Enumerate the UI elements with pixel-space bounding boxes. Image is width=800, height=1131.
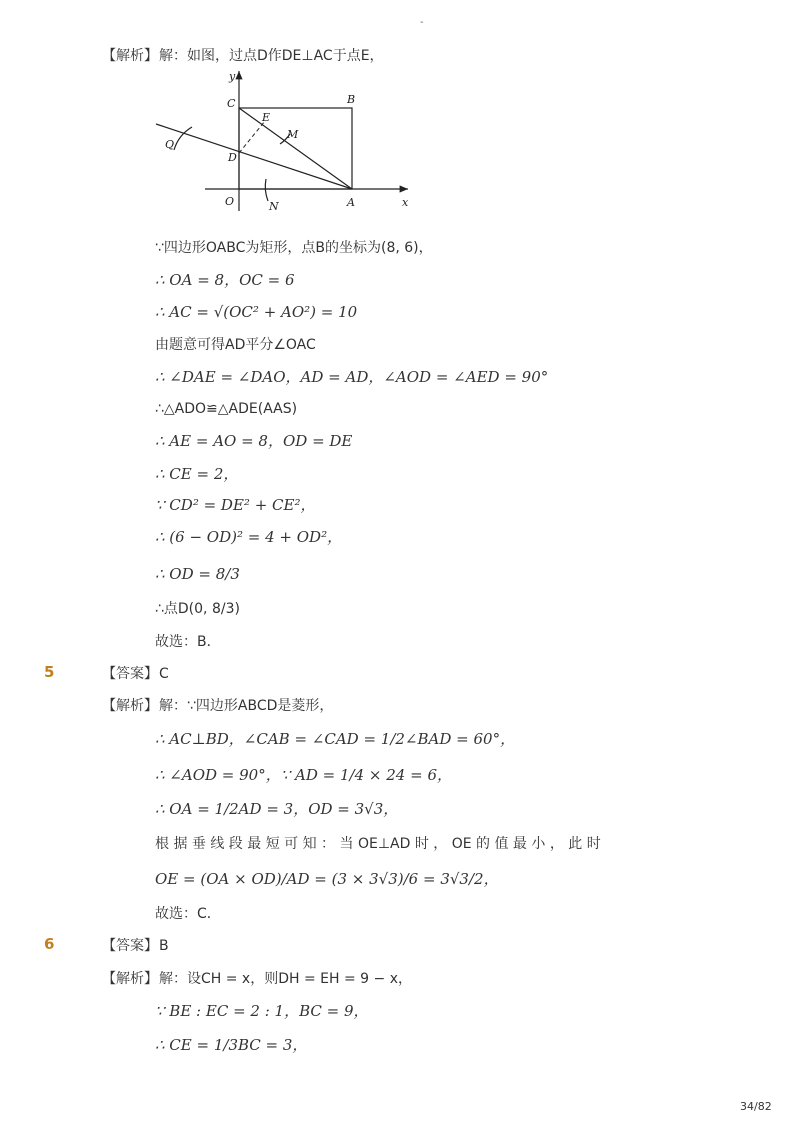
q4-line: ∴点D(0, 8/3) [155, 601, 240, 617]
label-m: M [287, 128, 299, 141]
page-number: 34/82 [740, 1100, 772, 1113]
q5-line: 解：∵四边形ABCD是菱形， [159, 698, 334, 714]
label-c: C [227, 97, 236, 110]
q5-analysis-tag: 【解析】 [102, 698, 158, 714]
label-o: O [225, 195, 235, 208]
label-x: x [402, 196, 409, 209]
label-q: Q [165, 138, 175, 151]
q5-answer-tag: 【答案】 [102, 666, 158, 682]
rectangle-geometry-figure [150, 65, 415, 215]
q4-line: ∴ (6 − OD)² = 4 + OD²， [155, 528, 343, 546]
q5-line: OE = (OA × OD)/AD = (3 × 3√3)/6 = 3√3/2， [155, 870, 499, 888]
q5-answer: C [159, 666, 169, 682]
q4-line: ∴ ∠DAE = ∠DAO，AD = AD，∠AOD = ∠AED = 90° [155, 368, 549, 386]
segment-de [239, 121, 265, 153]
diagonal-ac [239, 108, 352, 189]
q4-line: ∴ OD = 8/3 [155, 565, 240, 583]
q4-line: ∴△ADO≌△ADE(AAS) [155, 401, 298, 417]
q6-line: 解：设CH = x，则DH = EH = 9 − x， [159, 971, 412, 987]
label-y: y [229, 70, 236, 83]
label-n: N [269, 200, 279, 213]
q5-line: ∴ ∠AOD = 90°，∵ AD = 1/4 × 24 = 6， [155, 766, 452, 784]
q6-answer-tag: 【答案】 [102, 938, 158, 954]
q6-answer: B [159, 938, 169, 954]
q5-line: 根 据 垂 线 段 最 短 可 知 ： 当 OE⊥AD 时 ， OE 的 值 最 小 ， 此 时 [155, 836, 601, 852]
label-e: E [262, 111, 271, 124]
label-d: D [228, 151, 237, 164]
q4-analysis-tag: 【解析】 [102, 48, 158, 64]
label-a: A [347, 196, 355, 209]
q6-number: 6 [44, 935, 55, 953]
q6-line: ∵ BE : EC = 2 : 1，BC = 9， [155, 1002, 369, 1020]
label-b: B [347, 93, 356, 106]
q6-line: ∴ CE = 1/3BC = 3， [155, 1036, 308, 1054]
q4-line: ∴ AE = AO = 8，OD = DE [155, 432, 353, 450]
q4-analysis-intro: 解：如图，过点D作DE⊥AC于点E， [159, 48, 384, 64]
q4-line: ∴ CE = 2， [155, 465, 239, 483]
q5-number: 5 [44, 663, 55, 681]
q6-analysis-tag: 【解析】 [102, 971, 158, 987]
q4-line: ∴ AC = √(OC² + AO²) = 10 [155, 303, 358, 321]
q4-line: ∴ OA = 8，OC = 6 [155, 271, 295, 289]
q5-line: ∴ OA = 1/2AD = 3，OD = 3√3， [155, 800, 399, 818]
q4-line: 故选：B． [155, 634, 221, 650]
header-mark: - [420, 17, 424, 28]
q4-line: ∵四边形OABC为矩形，点B的坐标为(8, 6)， [155, 240, 433, 256]
q5-line: ∴ AC⊥BD，∠CAB = ∠CAD = 1/2∠BAD = 60°， [155, 730, 516, 748]
arc-n [265, 179, 268, 201]
q4-line: 由题意可得AD平分∠OAC [155, 337, 316, 353]
q5-line: 故选：C． [155, 906, 221, 922]
q4-line: ∵ CD² = DE² + CE²， [155, 496, 316, 514]
